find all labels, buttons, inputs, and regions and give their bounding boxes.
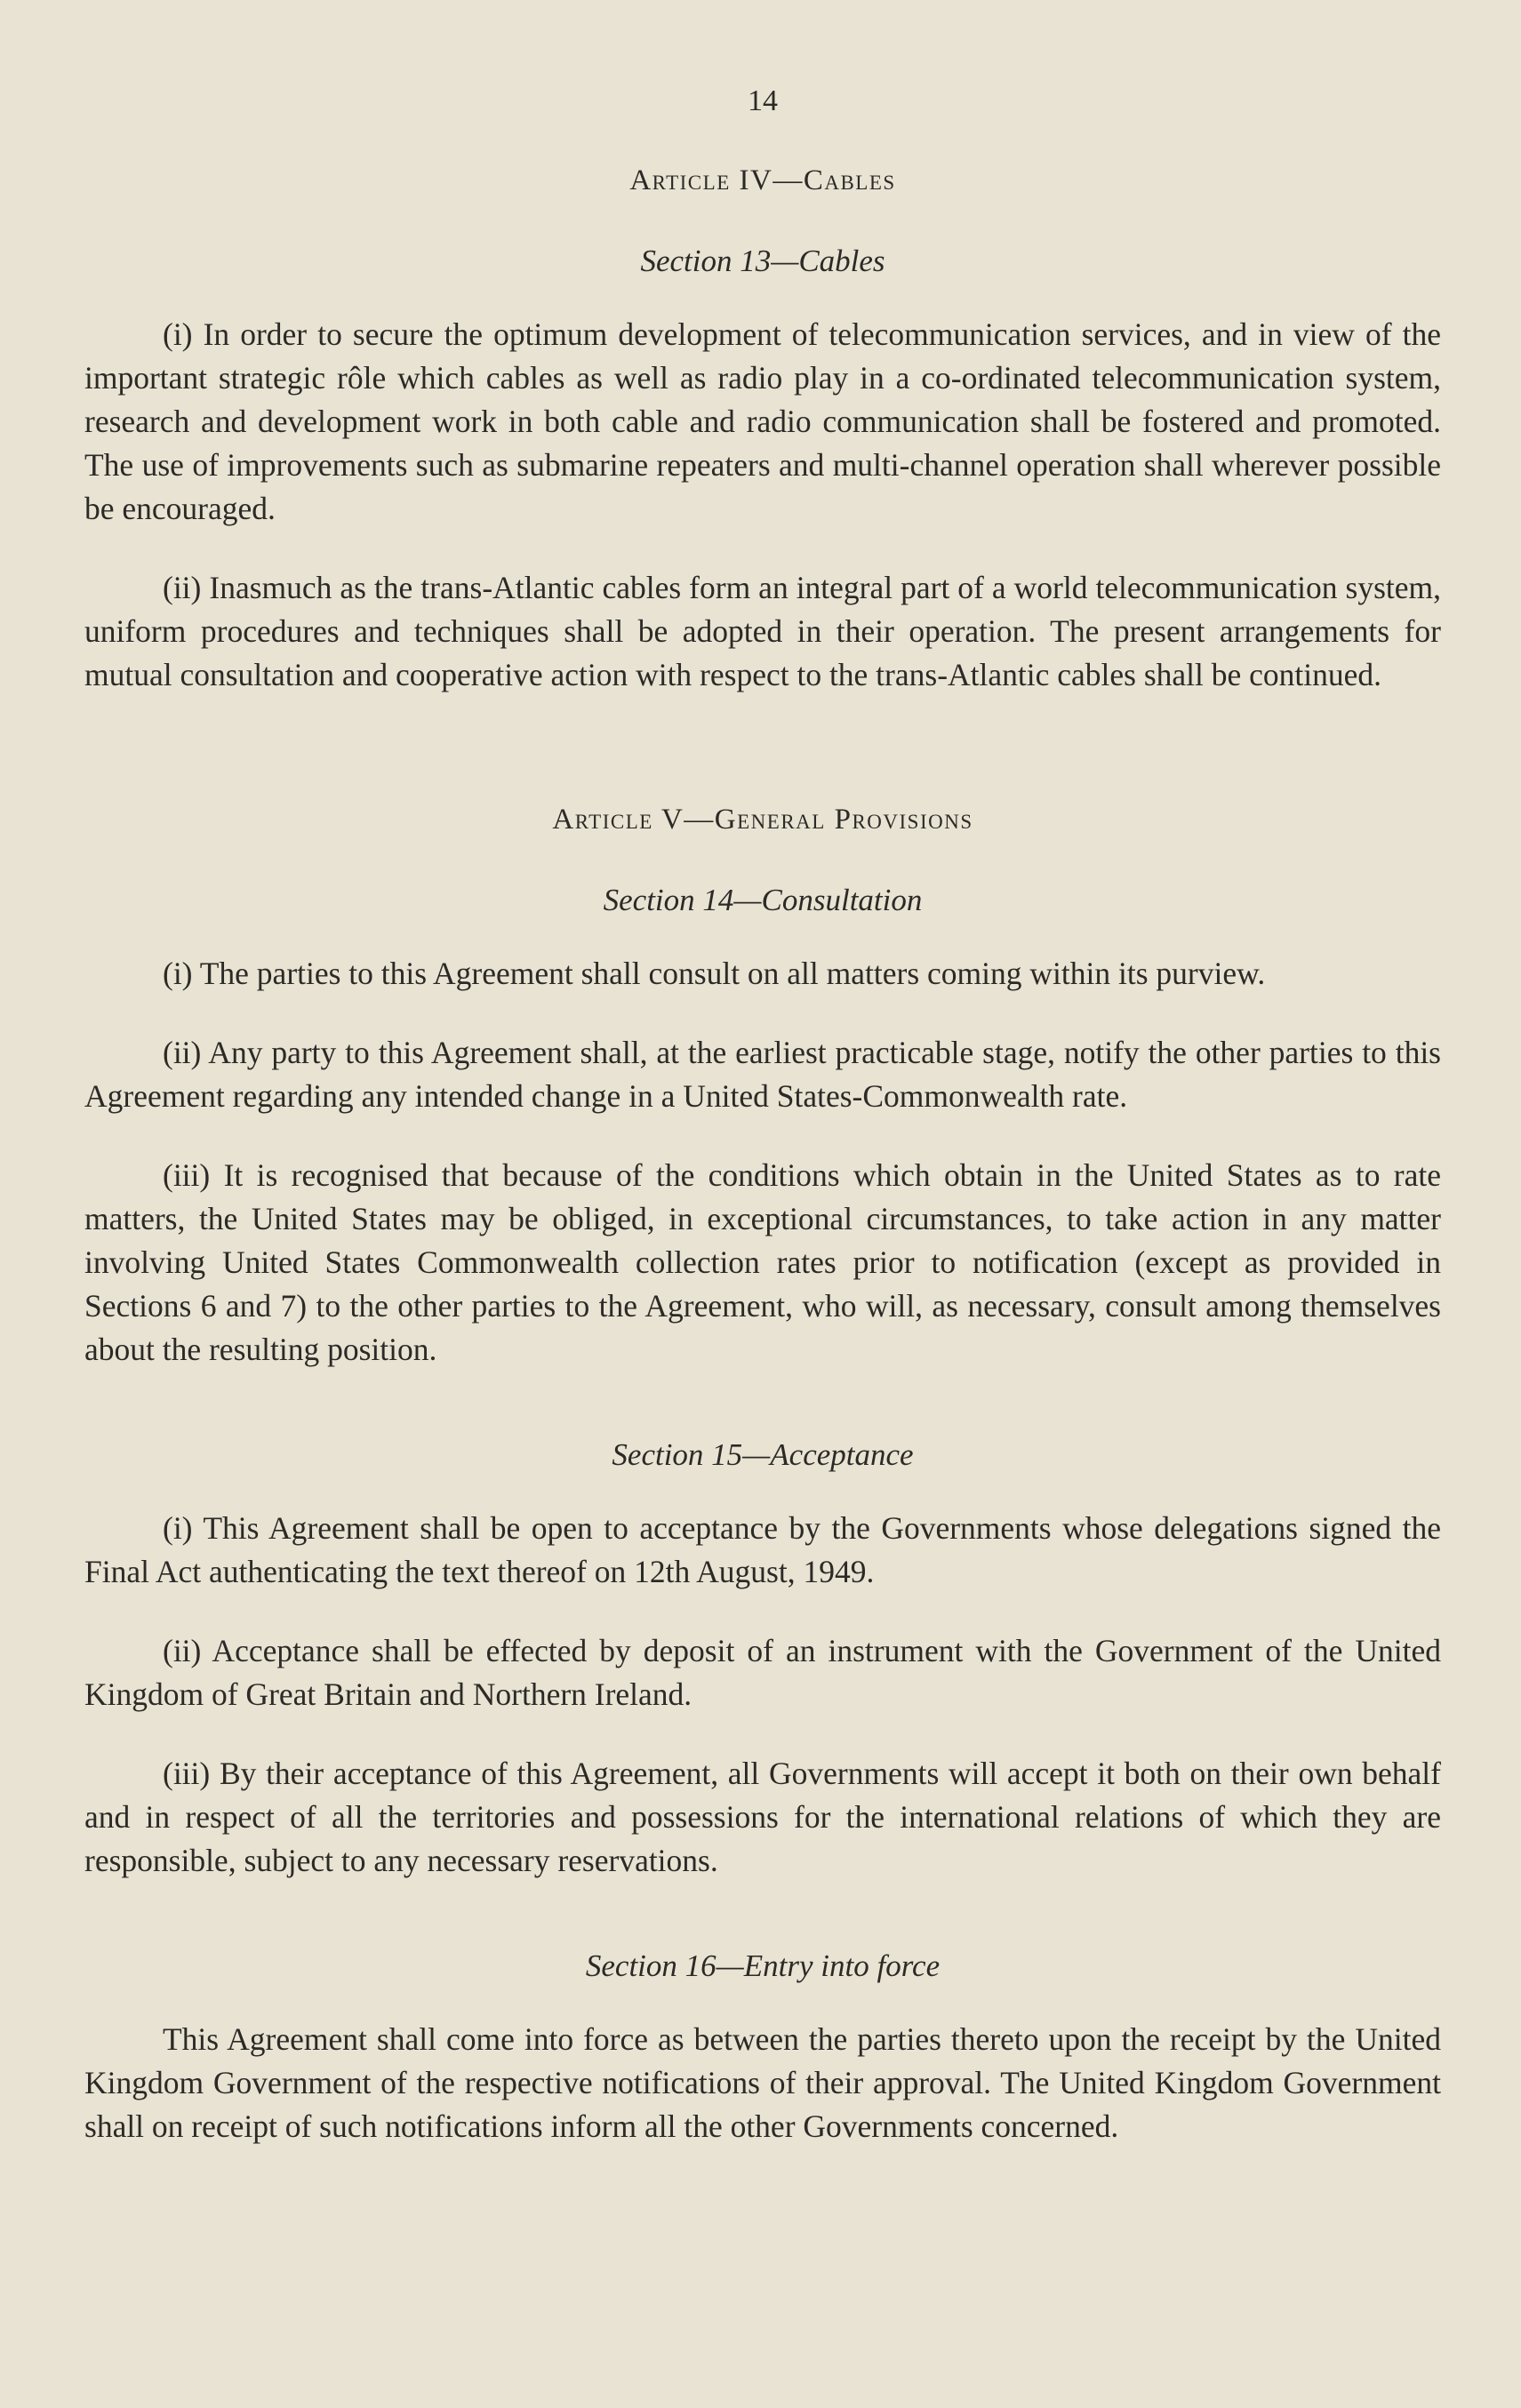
section-13-heading: Section 13—Cables [640,244,885,278]
page-number: 14 [748,84,778,117]
section-14-heading: Section 14—Consultation [603,883,923,917]
section-13-paragraph-ii: (ii) Inasmuch as the trans-Atlantic cables form an integral part of a world telecommunication system, uniform procedures and techniques shall be adopted in their operation. The present arrangements for mutual consultation and cooperative action with respect to the trans-Atlantic cables shall be continued. [84,570,1441,692]
section-15-paragraph-ii: (ii) Acceptance shall be effected by deposit of an instrument with the Government of the United Kingdom of Great Britain and Northern Ireland. [84,1633,1441,1712]
section-14-paragraph-i: (i) The parties to this Agreement shall consult on all matters coming within its purview. [163,956,1266,991]
section-14-paragraph-ii: (ii) Any party to this Agreement shall, at the earliest practicable stage, notify the other parties to this Agreement regarding any intended change in a United States-Commonwealth rate. [84,1035,1441,1114]
section-16-heading: Section 16—Entry into force [585,1948,941,1983]
article-4-heading: Article IV—Cables [629,164,896,196]
section-15-paragraph-iii: (iii) By their acceptance of this Agreement, all Governments will accept it both on their own behalf and in respect of all the territories and possessions for the international relations of which they are responsible, subject to any necessary reservations. [84,1756,1441,1878]
article-5-heading: Article V—General Provisions [552,804,973,836]
section-16-paragraph: This Agreement shall come into force as between the parties thereto upon the receipt by the United Kingdom Government of the respective notifications of their approval. The United Kingdom Government shall on receipt of such notifications inform all the other Governments concerned. [84,2021,1441,2144]
section-15-paragraph-i: (i) This Agreement shall be open to acceptance by the Governments whose delegations signed the Final Act authenticating the text thereof on 12th August, 1949. [84,1510,1441,1589]
section-14-paragraph-iii: (iii) It is recognised that because of the conditions which obtain in the United States as to rate matters, the United States may be obliged, in exceptional circumstances, to take action in any matter involving United States Commonwealth collection rates prior to notification (except as provided in Sections 6 and 7) to the other parties to the Agreement, who will, as necessary, consult among themselves about the resulting position. [84,1157,1441,1367]
section-13-paragraph-i: (i) In order to secure the optimum development of telecommunication services, and in view of the important strategic rôle which cables as well as radio play in a co-ordinated telecommunication system, research and development work in both cable and radio communication shall be fostered and promoted. The use of improvements such as submarine repeaters and multi-channel operation shall wherever possible be encouraged. [84,316,1441,526]
section-15-heading: Section 15—Acceptance [612,1437,914,1472]
